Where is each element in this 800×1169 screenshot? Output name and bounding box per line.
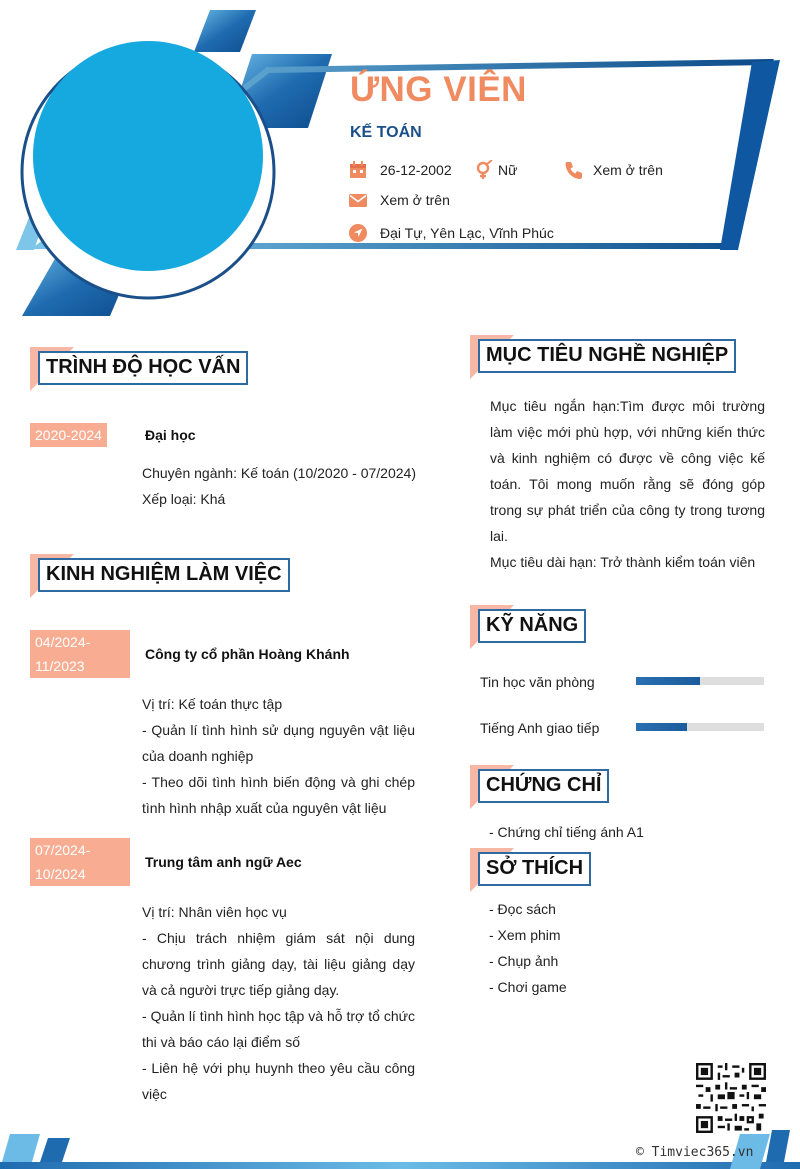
email-row bbox=[348, 190, 450, 210]
skill-name: Tin học văn phòng bbox=[480, 674, 595, 690]
objective-line: Mục tiêu dài hạn: Trở thành kiểm toán viên bbox=[490, 554, 756, 570]
education-line: Xếp loại: Khá bbox=[142, 491, 226, 507]
certificate-item: - Chứng chỉ tiếng ánh A1 bbox=[489, 824, 644, 840]
hobby-item: - Chơi game bbox=[489, 979, 567, 995]
experience-line: - Chịu trách nhiệm giám sát nội dung chương trình giảng dạy, tài liệu giảng dạy và cả người trực tiếp giảng dạy. bbox=[142, 930, 415, 998]
calendar-icon bbox=[348, 160, 368, 180]
gender-value: Nữ bbox=[498, 162, 518, 178]
experience-line: Vị trí: Nhân viên học vụ bbox=[142, 904, 287, 920]
deco-shape-top bbox=[194, 10, 256, 52]
experience-line: - Liên hệ với phụ huynh theo yêu cầu công việc bbox=[142, 1060, 415, 1102]
skill-bar-fill bbox=[636, 677, 700, 685]
experience-line: Vị trí: Kế toán thực tập bbox=[142, 696, 283, 712]
education-school: Đại học bbox=[145, 427, 196, 443]
address-value: Đại Tự, Yên Lạc, Vĩnh Phúc bbox=[380, 225, 554, 241]
experience-heading-text: KINH NGHIỆM LÀM VIỆC bbox=[38, 558, 290, 592]
birthday-value: 26-12-2002 bbox=[380, 162, 452, 178]
objective-heading-text: MỤC TIÊU NGHỀ NGHIỆP bbox=[478, 339, 736, 373]
avatar bbox=[33, 41, 263, 271]
address-row bbox=[348, 223, 554, 243]
objective-line: Mục tiêu ngắn hạn:Tìm được môi trường làm việc mới phù hợp, với những kiến thức và kinh nghiệm có được về công việc kế toán. Tôi mong muốn rằng sẽ đóng góp trong sự phát triển của công ty trong tương lai. bbox=[490, 398, 765, 544]
hobby-item: - Đọc sách bbox=[489, 901, 556, 917]
candidate-name: ỨNG VIÊN bbox=[350, 70, 527, 109]
hobbies-list bbox=[489, 896, 567, 1000]
hobbies-heading-text: SỞ THÍCH bbox=[478, 852, 591, 886]
phone-row bbox=[564, 160, 663, 180]
experience-details bbox=[142, 899, 415, 1107]
education-date: 2020-2024 bbox=[30, 423, 107, 447]
certificates-heading-text: CHỨNG CHỈ bbox=[478, 769, 609, 803]
experience-line: - Theo dõi tình hình biến động và ghi chép tình hình nhập xuất của nguyên vật liệu bbox=[142, 774, 415, 816]
hobby-item: - Xem phim bbox=[489, 927, 561, 943]
header-frame-edge bbox=[720, 60, 780, 250]
experience-line: - Quản lí tình hình sử dụng nguyên vật liệu của doanh nghiệp bbox=[142, 722, 415, 764]
skills-heading-text: KỸ NĂNG bbox=[478, 609, 586, 643]
gender-row bbox=[474, 160, 517, 180]
certificates-list bbox=[489, 819, 644, 845]
phone-icon bbox=[564, 160, 584, 180]
email-value: Xem ở trên bbox=[380, 192, 450, 208]
education-heading-text: TRÌNH ĐỘ HỌC VẤN bbox=[38, 351, 248, 385]
skill-bar bbox=[636, 723, 764, 731]
copyright-text: © Timviec365.vn bbox=[636, 1145, 754, 1160]
experience-line: - Quản lí tình hình học tập và hỗ trợ tổ chức thi và báo cáo lại điểm số bbox=[142, 1008, 415, 1050]
education-line: Chuyên ngành: Kế toán (10/2020 - 07/2024) bbox=[142, 465, 416, 481]
objective-text bbox=[490, 393, 765, 575]
experience-date: 07/2024- 10/2024 bbox=[30, 838, 130, 886]
experience-details bbox=[142, 691, 415, 821]
birthday-row bbox=[348, 160, 452, 180]
job-title: KẾ TOÁN bbox=[350, 124, 422, 141]
gender-icon bbox=[474, 160, 494, 180]
phone-value: Xem ở trên bbox=[593, 162, 663, 178]
skill-name: Tiếng Anh giao tiếp bbox=[480, 720, 600, 736]
mail-icon bbox=[348, 190, 368, 210]
skill-bar bbox=[636, 677, 764, 685]
location-icon bbox=[348, 223, 368, 243]
experience-company: Trung tâm anh ngữ Aec bbox=[145, 854, 302, 870]
experience-company: Công ty cổ phần Hoàng Khánh bbox=[145, 646, 350, 662]
hobby-item: - Chụp ảnh bbox=[489, 953, 559, 969]
skill-bar-fill bbox=[636, 723, 687, 731]
experience-date: 04/2024- 11/2023 bbox=[30, 630, 130, 678]
education-details bbox=[142, 460, 416, 512]
qr-code[interactable] bbox=[696, 1063, 766, 1133]
